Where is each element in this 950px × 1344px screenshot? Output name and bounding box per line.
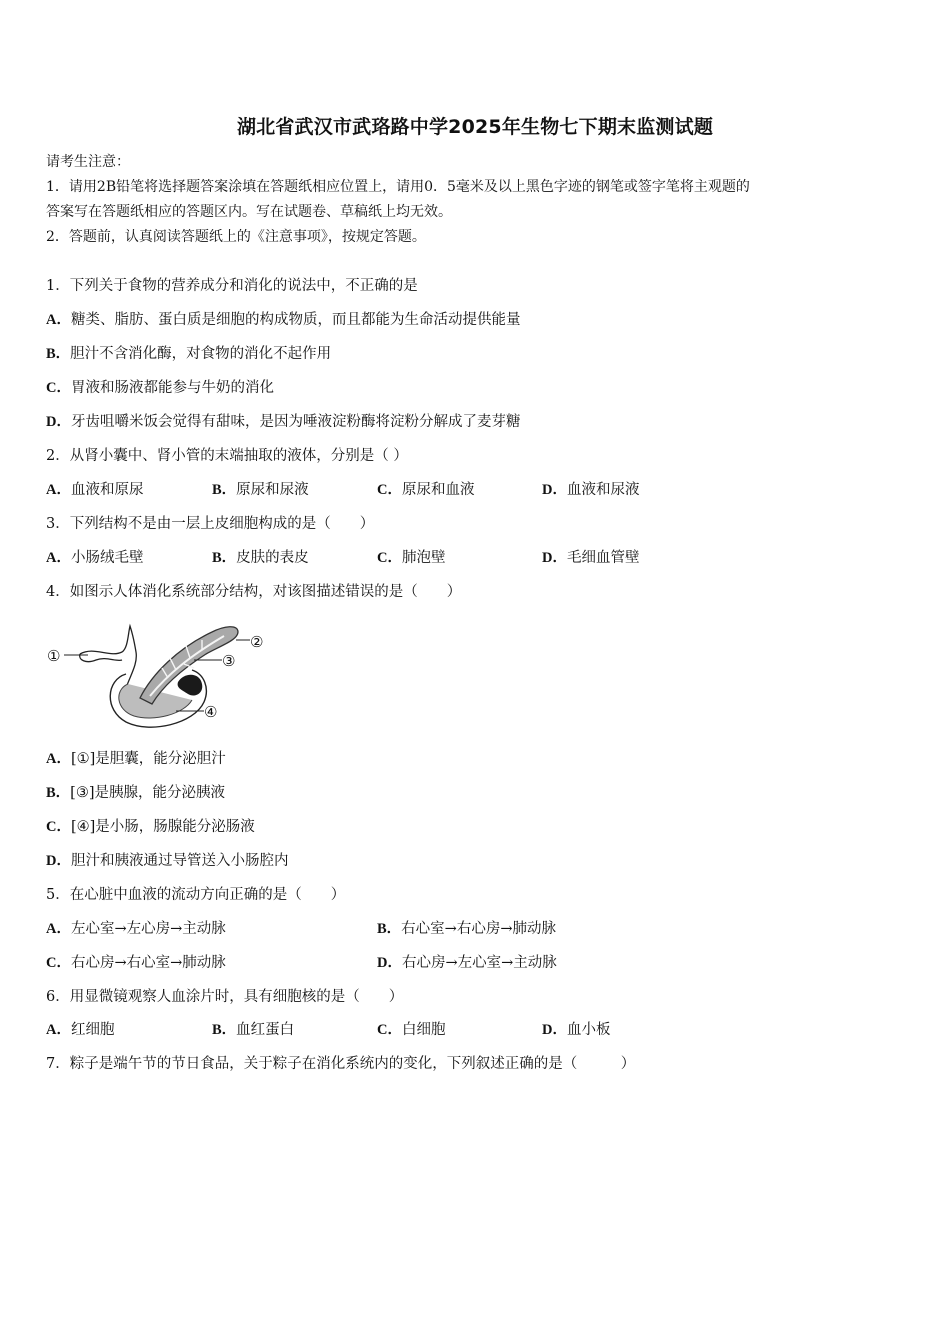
option-letter: B．	[212, 482, 237, 498]
option-letter: D．	[542, 1022, 567, 1038]
question-5-option-b	[377, 919, 556, 939]
option-text: 血小板	[566, 1022, 611, 1038]
option-text: 牙齿咀嚼米饭会觉得有甜味，是因为唾液淀粉酶将淀粉分解成了麦芽糖	[70, 414, 521, 430]
option-text: 血红蛋白	[236, 1022, 295, 1038]
question-5-stem: 5．在心脏中血液的流动方向正确的是（ ）	[46, 887, 346, 903]
question-2-option-c	[377, 480, 474, 500]
question-3-option-c	[377, 548, 445, 568]
option-letter: A．	[46, 550, 71, 566]
option-text: 皮肤的表皮	[236, 550, 309, 566]
option-letter: D．	[542, 482, 567, 498]
option-letter: C．	[377, 1022, 402, 1038]
question-6-option-c	[377, 1020, 445, 1040]
option-letter: D．	[377, 955, 402, 971]
question-2-stem: 2．从肾小囊中、肾小管的末端抽取的液体，分别是（ ）	[46, 448, 408, 464]
question-6-stem: 6．用显微镜观察人血涂片时，具有细胞核的是（ ）	[46, 989, 404, 1005]
question-2-option-a	[46, 480, 143, 500]
notice-line-1: 1．请用2B铅笔将选择题答案涂填在答题纸相应位置上，请用0．5毫米及以上黑色字迹的钢笔或签字笔将主观题的	[46, 179, 750, 195]
figure-label-1: ①	[47, 647, 61, 665]
option-letter: A．	[46, 312, 71, 328]
question-4-option-b	[46, 783, 225, 803]
option-letter: C．	[377, 550, 402, 566]
option-text: 白细胞	[401, 1022, 446, 1038]
question-2-option-d	[542, 480, 639, 500]
option-text: [③]是胰腺，能分泌胰液	[70, 785, 225, 801]
option-letter: C．	[46, 380, 71, 396]
option-text: 肺泡壁	[401, 550, 446, 566]
option-text: 胆汁和胰液通过导管送入小肠腔内	[70, 853, 289, 869]
option-letter: C．	[377, 482, 402, 498]
question-6-option-a	[46, 1020, 114, 1040]
option-letter: C．	[46, 819, 71, 835]
question-4-option-c	[46, 817, 255, 837]
option-text: 红细胞	[70, 1022, 115, 1038]
option-text: 原尿和尿液	[236, 482, 309, 498]
option-text: 左心室→左心房→主动脉	[70, 921, 226, 937]
notice-line-3: 2．答题前，认真阅读答题纸上的《注意事项》，按规定答题。	[46, 229, 426, 245]
option-text: 血液和原尿	[70, 482, 144, 498]
question-7-stem: 7．粽子是端午节的节日食品，关于粽子在消化系统内的变化，下列叙述正确的是（ ）	[46, 1056, 636, 1072]
question-5-option-a	[46, 919, 226, 939]
duct-outline	[80, 626, 136, 688]
option-letter: D．	[46, 414, 71, 430]
option-text: [④]是小肠，肠腺能分泌肠液	[70, 819, 255, 835]
question-1-option-c	[46, 378, 274, 398]
option-letter: B．	[46, 346, 71, 362]
option-text: 右心房→右心室→肺动脉	[70, 955, 226, 971]
question-1-option-d	[46, 412, 520, 432]
question-5-option-c	[46, 953, 226, 973]
papilla-blob	[178, 675, 203, 696]
option-letter: A．	[46, 482, 71, 498]
question-1-stem: 1．下列关于食物的营养成分和消化的说法中，不正确的是	[46, 278, 418, 294]
question-3-option-d	[542, 548, 639, 568]
option-letter: A．	[46, 921, 71, 937]
figure-label-4: ④	[204, 703, 218, 721]
option-text: 小肠绒毛壁	[70, 550, 144, 566]
digestive-system-figure	[44, 618, 274, 734]
question-4-stem: 4．如图示人体消化系统部分结构，对该图描述错误的是（ ）	[46, 584, 462, 600]
option-letter: D．	[46, 853, 71, 869]
question-3-stem: 3．下列结构不是由一层上皮细胞构成的是（ ）	[46, 516, 375, 532]
option-letter: A．	[46, 751, 71, 767]
figure-label-2: ②	[250, 633, 264, 651]
notice-heading: 请考生注意：	[46, 154, 130, 170]
question-6-option-d	[542, 1020, 610, 1040]
question-1-option-a	[46, 310, 520, 330]
option-text: 右心室→右心房→肺动脉	[401, 921, 556, 937]
option-text: 毛细血管壁	[566, 550, 640, 566]
option-text: 原尿和血液	[401, 482, 475, 498]
option-letter: D．	[542, 550, 567, 566]
option-text: 血液和尿液	[566, 482, 640, 498]
figure-label-3: ③	[222, 652, 236, 670]
option-text: 右心房→左心室→主动脉	[401, 955, 557, 971]
option-letter: B．	[212, 550, 237, 566]
option-text: 胆汁不含消化酶，对食物的消化不起作用	[70, 346, 332, 362]
option-letter: B．	[46, 785, 71, 801]
option-letter: B．	[377, 921, 402, 937]
option-text: 胃液和肠液都能参与牛奶的消化	[70, 380, 274, 396]
option-text: 糖类、脂肪、蛋白质是细胞的构成物质，而且都能为生命活动提供能量	[70, 312, 521, 328]
question-5-option-d	[377, 953, 557, 973]
question-3-option-b	[212, 548, 309, 568]
option-letter: C．	[46, 955, 71, 971]
option-text: [①]是胆囊，能分泌胆汁	[70, 751, 226, 767]
option-letter: B．	[212, 1022, 237, 1038]
question-2-option-b	[212, 480, 309, 500]
notice-line-2: 答案写在答题纸相应的答题区内。写在试题卷、草稿纸上均无效。	[46, 204, 452, 220]
option-letter: A．	[46, 1022, 71, 1038]
question-4-option-a	[46, 749, 226, 769]
question-6-option-b	[212, 1020, 294, 1040]
question-1-option-b	[46, 344, 331, 364]
question-3-option-a	[46, 548, 143, 568]
page-title: 湖北省武汉市武珞路中学2025年生物七下期末监测试题	[236, 116, 714, 138]
question-4-option-d	[46, 851, 288, 871]
